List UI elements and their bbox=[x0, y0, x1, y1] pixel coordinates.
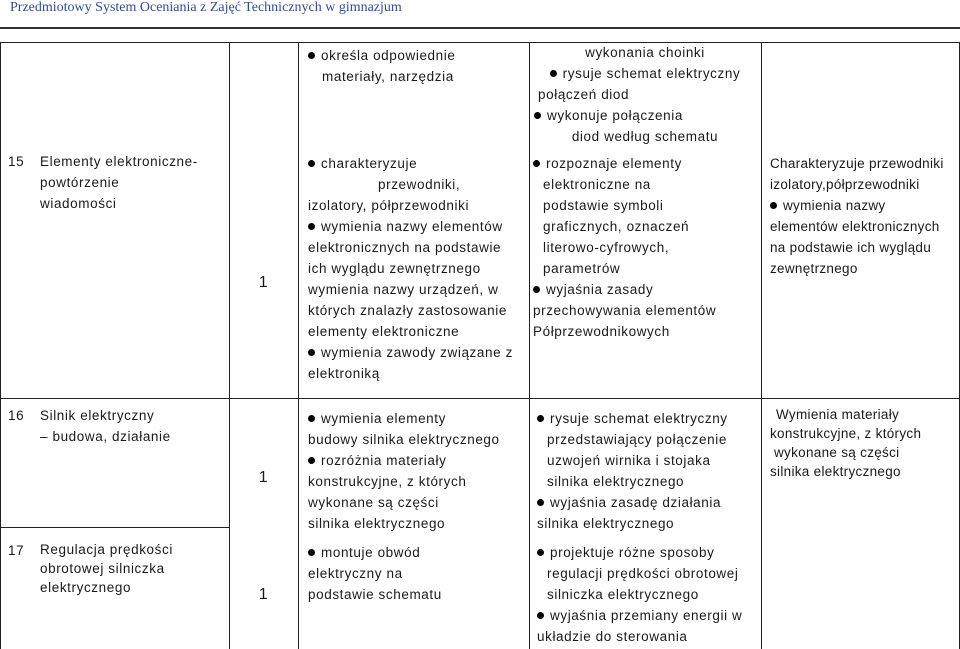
bullet-icon bbox=[308, 415, 315, 422]
list-item: montuje obwód bbox=[308, 542, 526, 563]
row15-col5: rozpoznaje elementy elektroniczne na podstawie symboli graficznych, oznaczeń literowo-cyfrowych, parametrów wyjaśnia zasady przechowywania elementów Półprzewodnikowych bbox=[533, 153, 758, 342]
list-item: rozróżnia materiały bbox=[308, 450, 526, 471]
list-item: wyjaśnia przemiany energii w bbox=[537, 605, 759, 626]
bullet-icon bbox=[308, 52, 315, 59]
row16-topic: Silnik elektryczny – budowa, działanie bbox=[40, 408, 171, 444]
row-divider-16-17 bbox=[0, 527, 229, 528]
grading-table bbox=[0, 42, 960, 649]
row17-col5: projektuje różne sposoby regulacji prędkości obrotowej silniczka elektrycznego wyjaśnia przemiany energii w układzie do sterowania bbox=[537, 542, 759, 647]
row16-col5: rysuje schemat elektryczny przedstawiający połączenie uzwojeń wirnika i stojaka silnika elektrycznego wyjaśnia zasadę działania silnika elektrycznego bbox=[537, 408, 759, 534]
header-rule bbox=[0, 27, 960, 29]
row17-topic: Regulacja prędkości obrotowej silniczka elektrycznego bbox=[40, 542, 173, 595]
list-item: projektuje różne sposoby bbox=[537, 542, 759, 563]
row16-col6: Wymienia materiały konstrukcyjne, z których wykonane są części silnika elektrycznego bbox=[770, 407, 922, 479]
row17-number: 17 bbox=[8, 543, 25, 558]
list-item-cont: materiały, narzędzia bbox=[322, 69, 454, 84]
bullet-icon bbox=[308, 349, 315, 356]
list-item: wyjaśnia zasadę działania bbox=[537, 492, 759, 513]
bullet-icon bbox=[537, 499, 544, 506]
list-item: rysuje schemat elektryczny bbox=[537, 408, 759, 429]
text-line: połączeń diod bbox=[538, 87, 630, 102]
col-divider-1 bbox=[229, 42, 230, 649]
bullet-icon bbox=[537, 549, 544, 556]
text-line: diod według schematu bbox=[571, 129, 719, 144]
list-item: wykonuje połączenia bbox=[534, 105, 756, 126]
page-title: Przedmiotowy System Oceniania z Zajęć Technicznych w gimnazjum bbox=[10, 0, 402, 15]
row15-col4: charakteryzuje przewodniki, izolatory, półprzewodniki wymienia nazwy elementów elektronicznych na podstawie ich wyglądu zewnętrznego wymienia nazwy urządzeń, w których znalazły zastosowanie elementy elektroniczne wymienia zawody związane z elektroniką bbox=[308, 153, 526, 384]
bullet-icon bbox=[308, 457, 315, 464]
row15-col6: Charakteryzuje przewodniki izolatory,półprzewodniki wymienia nazwy elementów elektronicznych na podstawie ich wyglądu zewnętrznego bbox=[770, 153, 958, 279]
col-divider-2 bbox=[298, 42, 299, 649]
row15-topic: Elementy elektroniczne- powtórzenie wiadomości bbox=[40, 154, 198, 211]
list-item: rysuje schemat elektryczny bbox=[534, 63, 756, 84]
bullet-icon bbox=[537, 612, 544, 619]
list-item: wymienia nazwy elementów bbox=[308, 216, 526, 237]
list-item: wymienia elementy bbox=[308, 408, 526, 429]
col-divider-3 bbox=[529, 42, 530, 649]
text-line: wykonania choinki bbox=[585, 45, 705, 60]
table-border-top bbox=[0, 42, 960, 43]
row16-col4: wymienia elementy budowy silnika elektrycznego rozróżnia materiały konstrukcyjne, z których wykonane są części silnika elektrycznego bbox=[308, 408, 526, 534]
row16-number: 16 bbox=[8, 408, 25, 423]
row15-hours: 1 bbox=[258, 274, 269, 291]
row16-hours: 1 bbox=[258, 469, 269, 486]
bullet-icon bbox=[537, 415, 544, 422]
row-divider-15-16 bbox=[0, 398, 960, 399]
bullet-icon bbox=[534, 112, 541, 119]
col-divider-4 bbox=[761, 42, 762, 649]
row17-hours: 1 bbox=[258, 586, 269, 603]
list-item: wyjaśnia zasady bbox=[533, 279, 758, 300]
bullet-icon bbox=[550, 70, 557, 77]
row17-col4: montuje obwód elektryczny na podstawie schematu bbox=[308, 542, 526, 605]
bullet-icon bbox=[770, 202, 777, 209]
row15-number: 15 bbox=[8, 154, 25, 169]
list-item: rozpoznaje elementy bbox=[533, 153, 758, 174]
table-border-left bbox=[0, 42, 1, 649]
prev-row-col5 bbox=[534, 42, 756, 147]
bullet-icon bbox=[308, 549, 315, 556]
bullet-icon bbox=[533, 160, 540, 167]
bullet-icon bbox=[308, 223, 315, 230]
list-item: określa odpowiednie bbox=[308, 45, 455, 66]
bullet-icon bbox=[533, 286, 540, 293]
prev-row-col4 bbox=[308, 45, 455, 87]
list-item: wymienia zawody związane z bbox=[308, 342, 526, 363]
bullet-icon bbox=[308, 160, 315, 167]
list-item: charakteryzuje bbox=[308, 153, 526, 174]
list-item: wymienia nazwy bbox=[770, 195, 958, 216]
page-header bbox=[0, 0, 960, 40]
